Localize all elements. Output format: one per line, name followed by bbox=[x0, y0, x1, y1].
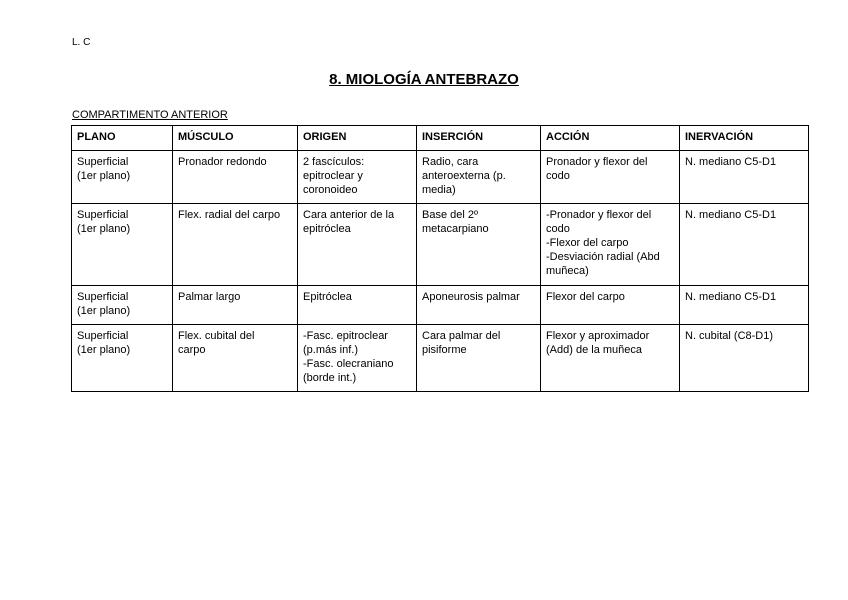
column-header-origen: ORIGEN bbox=[298, 126, 417, 151]
column-header-accion: ACCIÓN bbox=[541, 126, 680, 151]
cell-inervacion bbox=[680, 286, 809, 325]
cell-musculo bbox=[173, 286, 298, 325]
cell-text: Flexor y aproximador (Add) de la muñeca bbox=[546, 330, 650, 356]
cell-text: Palmar largo bbox=[178, 291, 241, 303]
cell-text: Radio, cara anteroexterna (p. media) bbox=[422, 156, 506, 196]
cell-text: Superficial (1er plano) bbox=[77, 156, 131, 182]
author-initials: L. C bbox=[72, 37, 91, 48]
cell-text: Cara anterior de la epitróclea bbox=[303, 209, 395, 235]
cell-text: N. mediano C5-D1 bbox=[685, 156, 777, 168]
cell-origen bbox=[298, 325, 417, 392]
cell-text: Flex. radial del carpo bbox=[178, 209, 281, 221]
cell-text: Base del 2º metacarpiano bbox=[422, 209, 489, 235]
cell-insercion bbox=[417, 325, 541, 392]
cell-insercion bbox=[417, 204, 541, 286]
cell-origen bbox=[298, 286, 417, 325]
cell-inervacion bbox=[680, 204, 809, 286]
cell-text: Superficial (1er plano) bbox=[77, 291, 131, 317]
cell-inervacion bbox=[680, 151, 809, 204]
cell-text: Pronador redondo bbox=[178, 156, 267, 168]
cell-musculo bbox=[173, 204, 298, 286]
cell-origen bbox=[298, 151, 417, 204]
cell-musculo bbox=[173, 151, 298, 204]
cell-text: -Fasc. epitroclear (p.más inf.) -Fasc. olecraniano (borde int.) bbox=[303, 330, 394, 384]
column-header-musculo: MÚSCULO bbox=[173, 126, 298, 151]
cell-plano bbox=[72, 151, 173, 204]
cell-text: Pronador y flexor del codo bbox=[546, 156, 648, 182]
cell-text: N. cubital (C8-D1) bbox=[685, 330, 774, 342]
cell-text: N. mediano C5-D1 bbox=[685, 209, 777, 221]
muscle-table bbox=[71, 125, 809, 392]
column-header-plano: PLANO bbox=[72, 126, 173, 151]
cell-text: -Pronador y flexor del codo -Flexor del carpo -Desviación radial (Abd muñeca) bbox=[546, 209, 660, 277]
section-heading: COMPARTIMENTO ANTERIOR bbox=[72, 109, 228, 121]
cell-plano bbox=[72, 325, 173, 392]
table-header-row bbox=[72, 126, 809, 151]
cell-text: N. mediano C5-D1 bbox=[685, 291, 777, 303]
cell-origen bbox=[298, 204, 417, 286]
table-row bbox=[72, 325, 809, 392]
cell-plano bbox=[72, 204, 173, 286]
cell-accion bbox=[541, 286, 680, 325]
cell-accion bbox=[541, 325, 680, 392]
cell-text: Superficial (1er plano) bbox=[77, 209, 131, 235]
table-row bbox=[72, 286, 809, 325]
cell-insercion bbox=[417, 151, 541, 204]
cell-text: Flex. cubital del carpo bbox=[178, 330, 255, 356]
cell-plano bbox=[72, 286, 173, 325]
cell-accion bbox=[541, 151, 680, 204]
column-header-insercion: INSERCIÓN bbox=[417, 126, 541, 151]
cell-text: Aponeurosis palmar bbox=[422, 291, 520, 303]
cell-accion bbox=[541, 204, 680, 286]
cell-text: Cara palmar del pisiforme bbox=[422, 330, 501, 356]
cell-musculo bbox=[173, 325, 298, 392]
cell-insercion bbox=[417, 286, 541, 325]
cell-text: Superficial (1er plano) bbox=[77, 330, 131, 356]
page-title: 8. MIOLOGÍA ANTEBRAZO bbox=[329, 71, 519, 88]
cell-text: Flexor del carpo bbox=[546, 291, 625, 303]
cell-inervacion bbox=[680, 325, 809, 392]
cell-text: 2 fascículos: epitroclear y coronoideo bbox=[303, 156, 365, 196]
table-row bbox=[72, 151, 809, 204]
column-header-inervacion: INERVACIÓN bbox=[680, 126, 809, 151]
cell-text: Epitróclea bbox=[303, 291, 352, 303]
table-row bbox=[72, 204, 809, 286]
